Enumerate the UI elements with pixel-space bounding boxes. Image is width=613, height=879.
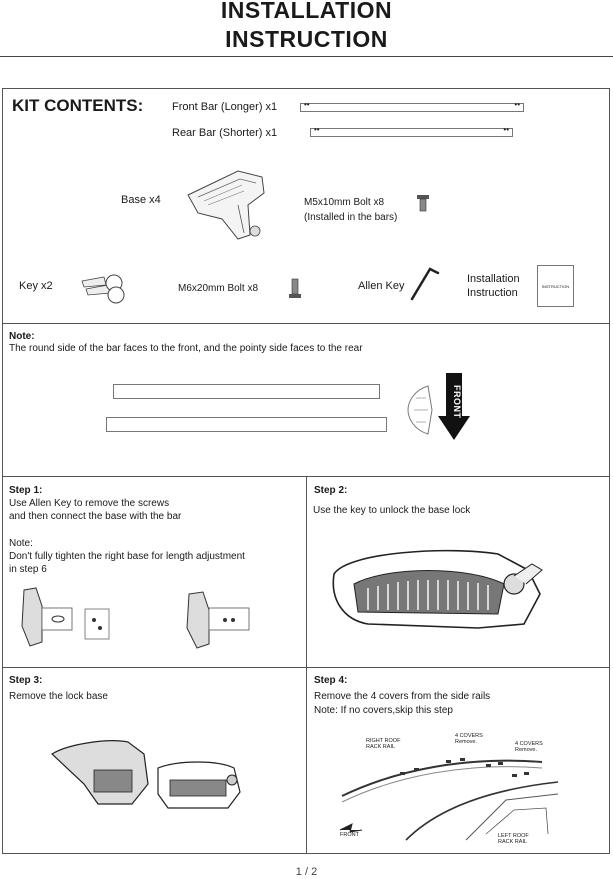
front-bar-label: Front Bar (Longer) x1 <box>172 101 278 113</box>
rear-bar-image: •• •• <box>310 128 513 137</box>
bolt-m5-icon <box>416 194 430 214</box>
step2-text: Use the key to unlock the base lock <box>313 505 471 516</box>
label-right-rail-1: RIGHT ROOF <box>366 738 401 744</box>
step1-line2: and then connect the base with the bar <box>9 511 182 522</box>
allen-key-icon <box>408 265 440 301</box>
base-label: Base x4 <box>121 194 161 206</box>
label-right-rail-2: RACK RAIL <box>366 744 396 750</box>
base-foot-image <box>178 165 270 245</box>
step4-line2: Note: If no covers,skip this step <box>314 705 453 716</box>
bar-profile-icon <box>406 384 434 436</box>
front-bar-diagram <box>113 384 380 399</box>
step1-base-image-left <box>18 586 78 650</box>
bolt-m6-icon <box>289 278 301 300</box>
allen-key-label: Allen Key <box>358 280 405 292</box>
step1-base-image-right <box>185 590 257 650</box>
step1-bracket-image <box>84 608 110 640</box>
label-left-rail-1: LEFT ROOF <box>498 833 529 839</box>
step2-base-lock-image <box>328 544 550 636</box>
key-label: Key x2 <box>19 280 53 292</box>
installation-label-1: Installation <box>467 273 520 285</box>
label-covers-a-2: Remove. <box>455 739 478 745</box>
bolt-m6-label: M6x20mm Bolt x8 <box>178 283 259 294</box>
step1-note-line2: in step 6 <box>9 564 47 575</box>
rear-bar-label: Rear Bar (Shorter) x1 <box>172 127 278 139</box>
key-image <box>78 263 126 309</box>
step4-heading: Step 4: <box>314 675 348 686</box>
step1-note-line1: Don't fully tighten the right base for length adjustment <box>9 551 245 562</box>
title-line-1: INSTALLATION <box>220 0 393 23</box>
booklet-label: INSTRUCTION <box>541 284 570 289</box>
step1-line1: Use Allen Key to remove the screws <box>9 498 170 509</box>
step1-heading: Step 1: <box>9 485 43 496</box>
label-covers-b-1: 4 COVERS <box>515 741 543 747</box>
label-front: FRONT <box>340 832 359 838</box>
note-heading: Note: <box>9 331 35 342</box>
step3-lock-base-image <box>48 724 256 820</box>
step3-heading: Step 3: <box>9 675 43 686</box>
step3-text: Remove the lock base <box>9 691 108 702</box>
bolt-m5-note: (Installed in the bars) <box>304 212 398 223</box>
front-arrow-text: FRONT <box>452 385 462 419</box>
rear-bar-diagram <box>106 417 387 432</box>
front-bar-image: •• •• <box>300 103 524 112</box>
label-covers-a-1: 4 COVERS <box>455 733 483 739</box>
divider-note <box>2 323 610 324</box>
header-rule <box>0 56 613 57</box>
kit-heading: KIT CONTENTS: <box>12 96 144 115</box>
title-line-2: INSTRUCTION <box>225 26 388 52</box>
step2-heading: Step 2: <box>314 485 348 496</box>
page-number: 1 / 2 <box>295 866 318 878</box>
step1-note-heading: Note: <box>9 538 33 549</box>
instruction-booklet-image <box>537 265 574 307</box>
label-covers-b-2: Remove. <box>515 747 538 753</box>
installation-label-2: Instruction <box>467 287 518 299</box>
note-text: The round side of the bar faces to the front, and the pointy side faces to the rear <box>9 343 363 354</box>
bolt-m5-label: M5x10mm Bolt x8 <box>304 197 385 208</box>
label-left-rail-2: RACK RAIL <box>498 839 528 845</box>
step4-line1: Remove the 4 covers from the side rails <box>314 691 491 702</box>
divider-vertical <box>306 476 307 854</box>
